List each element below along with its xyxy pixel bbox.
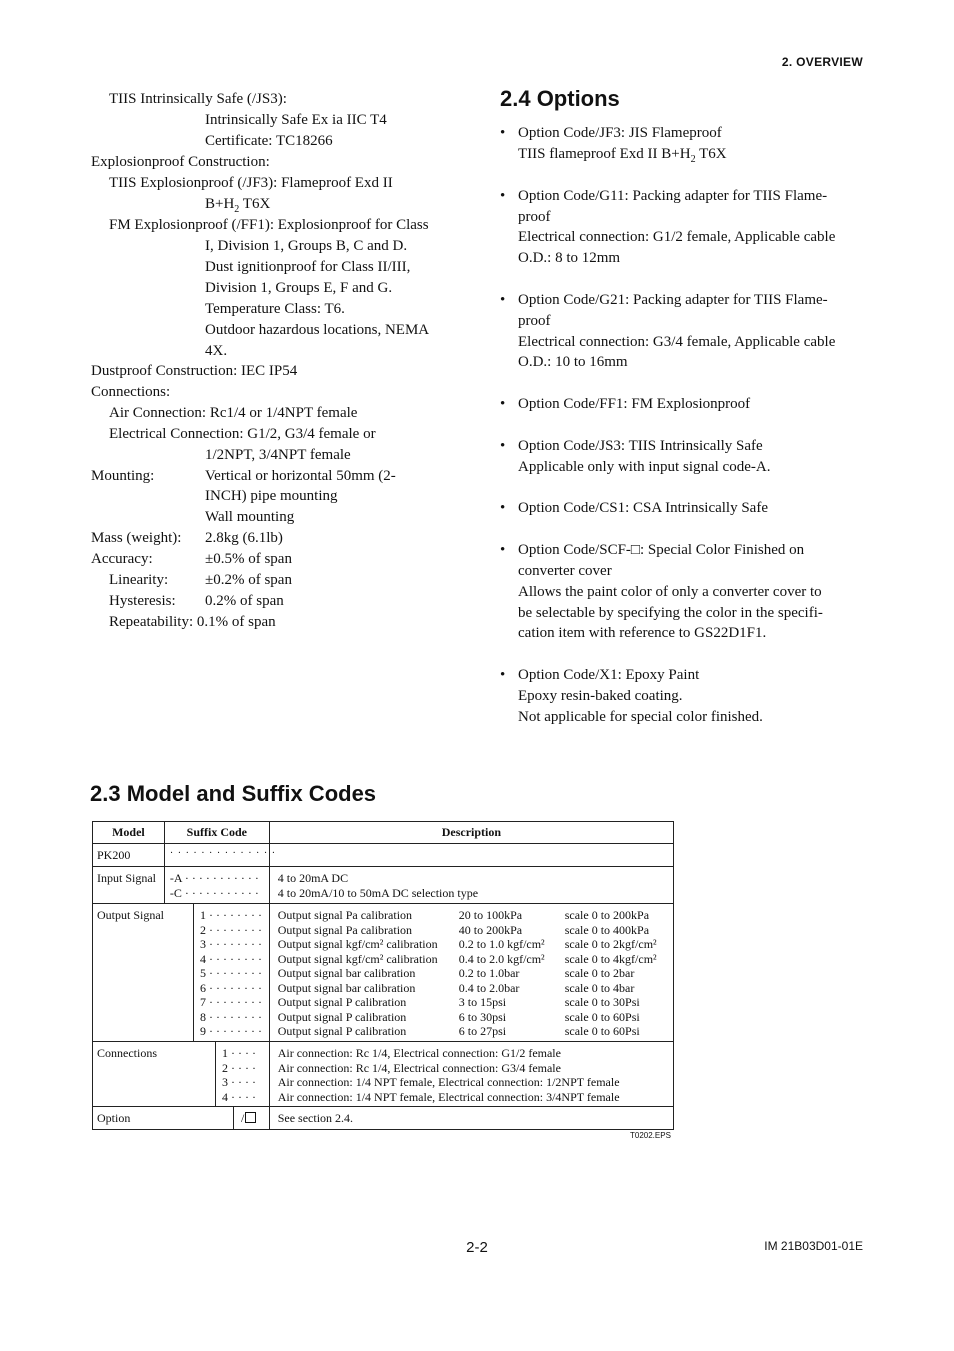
table-row: [93, 844, 674, 867]
label-cell: [93, 867, 165, 904]
option-line: O.D.: 8 to 12mm: [518, 250, 621, 266]
spec-line: ±0.5% of span: [205, 551, 292, 567]
page-number: 2-2: [466, 1239, 488, 1256]
figure-id: T0202.EPS: [630, 1131, 671, 1140]
spec-line: ±0.2% of span: [205, 572, 292, 588]
option-line: Option Code/FF1: FM Explosionproof: [518, 396, 751, 412]
suffix-code: 7 · · · · · · · ·: [200, 995, 262, 1009]
spec-line: Hysteresis:: [109, 593, 176, 609]
model-name: PK200: [97, 848, 131, 862]
suffix-code: 1 · · · ·: [222, 1046, 256, 1060]
bullet-icon: •: [500, 500, 506, 516]
suffix-dots: · · · · · · · · · · · · · ·: [169, 848, 277, 859]
desc-text: Output signal Pa calibration: [277, 922, 413, 937]
bullet-icon: •: [500, 292, 506, 308]
option-line: Electrical connection: G1/2 female, Applicable cable: [518, 229, 836, 245]
option-line: be selectable by specifying the color in the specifi-: [518, 605, 823, 621]
desc-cell: [269, 1107, 673, 1130]
suffix-code: 3 · · · · · · · ·: [200, 937, 262, 951]
spec-line: TIIS Explosionproof (/JF3): Flameproof Exd II: [109, 175, 393, 191]
scale-text: scale 0 to 200kPa: [564, 908, 650, 922]
desc-text: See section 2.4.: [277, 1111, 354, 1125]
col-header-suffix: Suffix Code: [164, 822, 269, 844]
col-header-description: Description: [269, 822, 673, 844]
spec-line: 0.2% of span: [205, 593, 284, 609]
range-text: 6 to 27psi: [458, 1024, 507, 1038]
spec-line: 4X.: [205, 343, 228, 359]
range-text: 0.4 to 2.0 kgf/cm²: [458, 951, 545, 966]
box-icon: [245, 1112, 256, 1123]
bullet-icon: •: [500, 438, 506, 454]
cell-divider: [193, 904, 194, 1041]
option-label: Option: [97, 1111, 131, 1125]
scale-text: scale 0 to 2bar: [564, 966, 635, 980]
suffix-code: 6 · · · · · · · ·: [200, 980, 262, 995]
bullet-icon: •: [500, 542, 506, 558]
desc-text: Output signal P calibration: [277, 995, 407, 1009]
table-row: [93, 867, 674, 904]
range-text: 6 to 30psi: [458, 1009, 507, 1024]
range-text: 0.2 to 1.0bar: [458, 966, 520, 980]
spec-line: Connections:: [91, 384, 171, 400]
cell-divider: [233, 1107, 234, 1129]
scale-text: scale 0 to 60Psi: [564, 1024, 640, 1038]
spec-line: Mass (weight):: [91, 530, 182, 546]
desc-text: 4 to 20mA/10 to 50mA DC selection type: [277, 885, 479, 900]
range-text: 0.2 to 1.0 kgf/cm²: [458, 937, 545, 951]
output-cell: [93, 904, 270, 1042]
range-text: 0.4 to 2.0bar: [458, 980, 520, 995]
option-line: cation item with reference to GS22D1F1.: [518, 625, 767, 641]
option-line: converter cover: [518, 563, 612, 579]
spec-line: Dust ignitionproof for Class II/III,: [205, 259, 411, 275]
spec-line: Electrical Connection: G1/2, G3/4 female or: [109, 426, 376, 442]
desc-text: Output signal kgf/cm² calibration: [277, 951, 438, 966]
option-line: O.D.: 10 to 16mm: [518, 354, 628, 370]
suffix-code: 4 · · · · · · · ·: [200, 951, 262, 966]
spec-line: FM Explosionproof (/FF1): Explosionproof for Class: [109, 217, 429, 233]
option-line: Applicable only with input signal code-A.: [518, 459, 771, 475]
scale-text: scale 0 to 60Psi: [564, 1009, 640, 1024]
suffix-cell: [164, 844, 277, 867]
spec-line: Certificate: TC18266: [205, 133, 333, 149]
spec-line: Accuracy:: [91, 551, 153, 567]
spec-line: I, Division 1, Groups B, C and D.: [205, 238, 408, 254]
desc-text: 4 to 20mA DC: [277, 871, 349, 885]
section-header: 2. OVERVIEW: [781, 55, 863, 69]
spec-line: TIIS Intrinsically Safe (/JS3):: [109, 91, 287, 107]
desc-text: Air connection: 1/4 NPT female, Electrical connection: 1/2NPT female: [277, 1075, 620, 1089]
spec-line: Dustproof Construction: IEC IP54: [91, 363, 298, 379]
range-text: 3 to 15psi: [458, 995, 507, 1009]
range-text: 20 to 100kPa: [458, 908, 523, 922]
model-cell: [93, 844, 165, 867]
scale-text: scale 0 to 4kgf/cm²: [564, 951, 657, 966]
suffix-cell: [164, 867, 269, 904]
suffix-code: 1 · · · · · · · ·: [200, 908, 262, 922]
suffix-code: 4 · · · ·: [222, 1089, 256, 1104]
suffix-code: -A · · · · · · · · · · ·: [169, 871, 259, 885]
option-cell: [93, 1107, 270, 1130]
options-heading: 2.4 Options: [500, 86, 620, 111]
desc-cell: [269, 904, 673, 1042]
option-line: Option Code/X1: Epoxy Paint: [518, 667, 700, 683]
option-line: TIIS flameproof Exd II $B+H_2$ T6X: [518, 146, 727, 165]
spec-line: Explosionproof Construction:: [91, 154, 270, 170]
connections-cell: [93, 1042, 270, 1107]
desc-text: Output signal P calibration: [277, 1024, 407, 1038]
bullet-icon: •: [500, 188, 506, 204]
table-row: [93, 904, 674, 1042]
spec-line: Linearity:: [109, 572, 169, 588]
model-heading: 2.3 Model and Suffix Codes: [90, 781, 377, 806]
scale-text: scale 0 to 30Psi: [564, 995, 640, 1009]
spec-line: Intrinsically Safe Ex ia IIC T4: [205, 112, 387, 128]
table-header-row: [93, 822, 674, 844]
spec-line: Mounting:: [91, 468, 155, 484]
spec-line: Wall mounting: [205, 509, 295, 525]
option-line: Not applicable for special color finished.: [518, 709, 763, 725]
desc-cell: [269, 1042, 673, 1107]
scale-text: scale 0 to 400kPa: [564, 922, 650, 937]
suffix-code: 5 · · · · · · · ·: [200, 966, 262, 980]
option-line: Option Code/JS3: TIIS Intrinsically Safe: [518, 438, 763, 454]
option-line: Option Code/G11: Packing adapter for TIIS Flame-: [518, 188, 828, 204]
desc-text: Air connection: Rc 1/4, Electrical connection: G3/4 female: [277, 1060, 561, 1075]
desc-cell: [269, 867, 673, 904]
spec-line: 1/2NPT, 3/4NPT female: [205, 447, 351, 463]
bullet-icon: •: [500, 125, 506, 141]
spec-line: Repeatability: 0.1% of span: [109, 614, 276, 630]
option-line: Option Code/CS1: CSA Intrinsically Safe: [518, 500, 768, 516]
table-row: [93, 1042, 674, 1107]
input-signal-label: Input Signal: [97, 871, 156, 885]
bullet-icon: •: [500, 667, 506, 683]
bullet-icon: •: [500, 396, 506, 412]
range-text: 40 to 200kPa: [458, 922, 523, 937]
connections-label: Connections: [97, 1046, 157, 1060]
col-header-model: Model: [93, 822, 165, 844]
spec-line: INCH) pipe mounting: [205, 488, 338, 504]
desc-text: Air connection: 1/4 NPT female, Electrical connection: 3/4NPT female: [277, 1089, 620, 1104]
spec-line: 2.8kg (6.1lb): [205, 530, 283, 546]
option-code: /: [241, 1111, 256, 1126]
spec-line: Temperature Class: T6.: [205, 301, 345, 317]
table-row: [93, 1107, 674, 1130]
scale-text: scale 0 to 2kgf/cm²: [564, 937, 657, 951]
cell-divider: [215, 1042, 216, 1106]
spec-line: Outdoor hazardous locations, NEMA: [205, 322, 430, 338]
option-line: proof: [518, 209, 551, 225]
spec-line: $B+H_2$ T6X: [205, 196, 271, 215]
suffix-code-table: [92, 821, 674, 1130]
suffix-code: 2 · · · · · · · ·: [200, 922, 262, 937]
scale-text: scale 0 to 4bar: [564, 980, 635, 995]
desc-text: Output signal P calibration: [277, 1009, 407, 1024]
option-line: proof: [518, 313, 551, 329]
desc-text: Air connection: Rc 1/4, Electrical connection: G1/2 female: [277, 1046, 561, 1060]
document-id: IM 21B03D01-01E: [764, 1239, 863, 1253]
option-line: Epoxy resin-baked coating.: [518, 688, 683, 704]
option-line: Option Code/G21: Packing adapter for TIIS Flame-: [518, 292, 828, 308]
desc-text: Output signal Pa calibration: [277, 908, 413, 922]
spec-line: Division 1, Groups E, F and G.: [205, 280, 393, 296]
option-line: Option Code/JF3: JIS Flameproof: [518, 125, 722, 141]
suffix-code: -C · · · · · · · · · · ·: [169, 885, 259, 900]
spec-line: Vertical or horizontal 50mm (2-: [205, 468, 396, 484]
desc-text: Output signal bar calibration: [277, 980, 416, 995]
option-line: Electrical connection: G3/4 female, Applicable cable: [518, 334, 836, 350]
option-line: Allows the paint color of only a converter cover to: [518, 584, 822, 600]
suffix-code: 3 · · · ·: [222, 1075, 256, 1089]
desc-text: Output signal bar calibration: [277, 966, 416, 980]
suffix-code: 8 · · · · · · · ·: [200, 1009, 262, 1024]
suffix-code: 9 · · · · · · · ·: [200, 1024, 262, 1038]
desc-cell: [269, 844, 673, 867]
option-line: Option Code/SCF-□: Special Color Finished on: [518, 542, 805, 558]
desc-text: Output signal kgf/cm² calibration: [277, 937, 438, 951]
spec-line: Air Connection: Rc1/4 or 1/4NPT female: [109, 405, 358, 421]
output-signal-label: Output Signal: [97, 908, 165, 922]
suffix-code: 2 · · · ·: [222, 1060, 256, 1075]
